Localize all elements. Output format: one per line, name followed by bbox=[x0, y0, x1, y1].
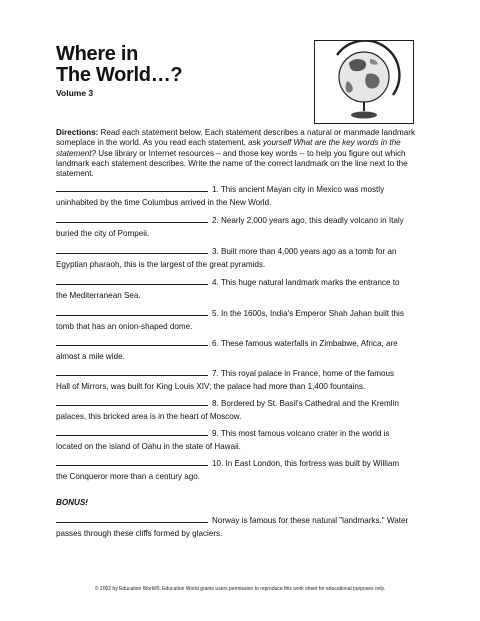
question-10-line-1: 10. In East London, this fortress was built by William bbox=[212, 459, 400, 468]
question-6-line-1: 6. These famous waterfalls in Zimbabwe, Africa, are bbox=[212, 339, 398, 348]
directions-italic-text: yourself What are the key words in the statement? bbox=[56, 138, 401, 158]
answer-blank-3[interactable] bbox=[56, 246, 208, 254]
question-3 bbox=[56, 246, 426, 271]
question-1 bbox=[56, 184, 426, 209]
question-3-line-2: Egyptian pharaoh, this is the largest of the great pyramids. bbox=[56, 259, 266, 269]
question-8-line-1: 8. Bordered by St. Basil's Cathedral and the Kremlin bbox=[212, 399, 399, 408]
question-4-line-2: the Mediterranean Sea. bbox=[56, 290, 141, 300]
question-7-line-1: 7. This royal palace in France, home of the famous bbox=[212, 369, 395, 378]
question-8-line-2: palaces, this bricked area is in the heart of Moscow. bbox=[56, 411, 242, 421]
answer-blank-bonus[interactable] bbox=[56, 515, 208, 523]
page-title bbox=[56, 44, 182, 86]
question-6-line-2: almost a mile wide. bbox=[56, 351, 125, 361]
question-5-line-2: tomb that has an onion-shaped dome. bbox=[56, 321, 193, 331]
bonus-question bbox=[56, 515, 426, 540]
answer-blank-7[interactable] bbox=[56, 368, 208, 376]
question-9-line-2: located on the island of Oahu in the state of Hawaii. bbox=[56, 441, 241, 451]
question-2-line-1: 2. Nearly 2,000 years ago, this deadly volcano in Italy bbox=[212, 216, 404, 225]
globe-image bbox=[314, 40, 414, 124]
directions-paragraph bbox=[56, 128, 426, 179]
question-5-line-1: 5. In the 1600s, India's Emperor Shah Jahan built this bbox=[212, 309, 404, 318]
question-2-line-2: buried the city of Pompeii. bbox=[56, 228, 150, 238]
question-10 bbox=[56, 458, 426, 483]
question-10-line-2: the Conqueror more than a century ago. bbox=[56, 471, 200, 481]
bonus-label: BONUS! bbox=[56, 498, 88, 507]
answer-blank-6[interactable] bbox=[56, 338, 208, 346]
directions-text-2: Use library or Internet resources – and those key words -- to help you figure out which landmark each statement describes. Write the name of the correct landmark on the line next to the statement. bbox=[56, 148, 408, 179]
answer-blank-2[interactable] bbox=[56, 215, 208, 223]
question-9-line-1: 9. This most famous volcano crater in the world is bbox=[212, 429, 390, 438]
question-4 bbox=[56, 277, 426, 302]
bonus-line-2: passes through these cliffs formed by glaciers. bbox=[56, 528, 223, 538]
answer-blank-10[interactable] bbox=[56, 458, 208, 466]
answer-blank-4[interactable] bbox=[56, 277, 208, 285]
answer-blank-1[interactable] bbox=[56, 184, 208, 192]
copyright-footer: © 2002 by Education World®. Education World grants users permission to reproduce this work sheet for educational purposes only. bbox=[94, 586, 386, 592]
question-1-line-2: uninhabited by the time Columbus arrived in the New World. bbox=[56, 197, 272, 207]
question-7 bbox=[56, 368, 426, 393]
question-5 bbox=[56, 308, 426, 333]
answer-blank-5[interactable] bbox=[56, 308, 208, 316]
volume-label: Volume 3 bbox=[56, 88, 94, 98]
title-line-1: Where in bbox=[56, 43, 139, 65]
question-2 bbox=[56, 215, 426, 240]
question-9 bbox=[56, 428, 426, 453]
directions-label: Directions: bbox=[56, 128, 99, 137]
directions-text-1: Read each statement below. Each statement describes a natural or manmade landmark someplace in the world. As you read each statement, ask bbox=[56, 128, 416, 148]
answer-blank-9[interactable] bbox=[56, 428, 208, 436]
question-4-line-1: 4. This huge natural landmark marks the entrance to bbox=[212, 278, 400, 287]
question-7-line-2: Hall of Mirrors, was built for King Louis XIV; the palace had more than 1,400 fountains. bbox=[56, 381, 366, 391]
answer-blank-8[interactable] bbox=[56, 398, 208, 406]
bonus-line-1: Norway is famous for these natural "landmarks." Water bbox=[212, 516, 409, 525]
title-line-2: The World…? bbox=[56, 64, 183, 86]
globe-icon bbox=[315, 41, 413, 123]
question-1-line-1: 1. This ancient Mayan city in Mexico was mostly bbox=[212, 185, 385, 194]
question-6 bbox=[56, 338, 426, 363]
question-3-line-1: 3. Built more than 4,000 years ago as a tomb for an bbox=[212, 247, 397, 256]
question-8 bbox=[56, 398, 426, 423]
